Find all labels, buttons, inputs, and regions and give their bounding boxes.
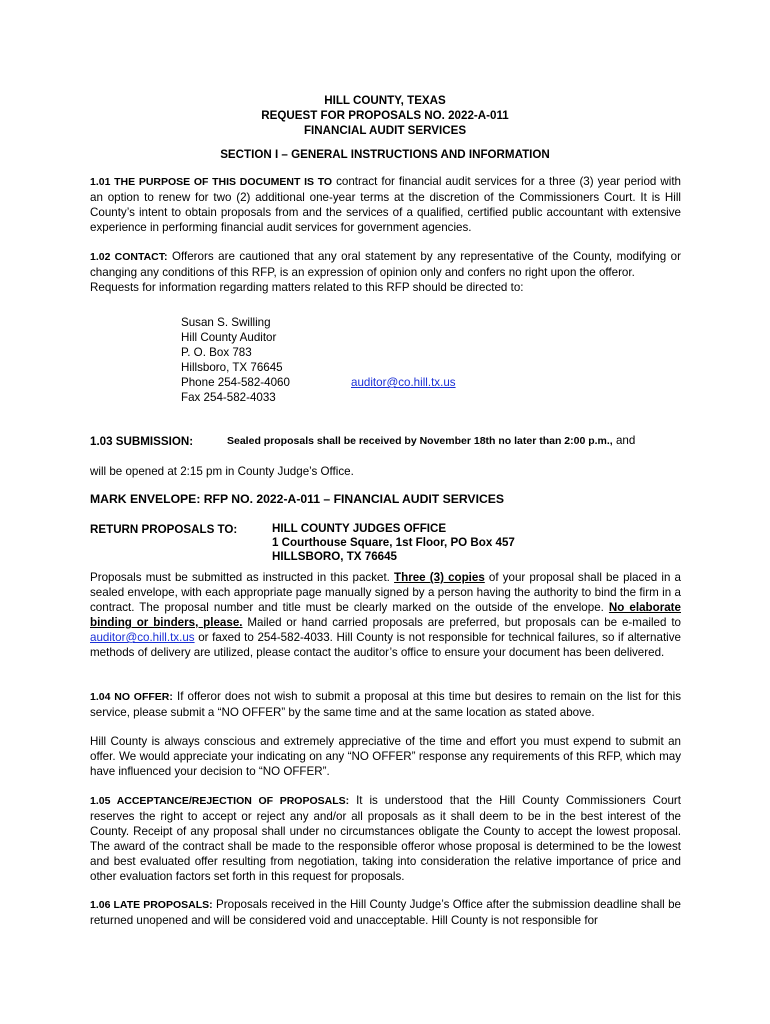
contact-email-link[interactable]: auditor@co.hill.tx.us [351,376,456,389]
section-1-02-label: 1.02 CONTACT: [90,251,168,263]
section-1-03-line1 [227,433,635,449]
proposals-email-link[interactable]: auditor@co.hill.tx.us [90,631,195,644]
document-header [0,93,770,138]
section-1-04-paragraph-2: Hill County is always conscious and extremely appreciative of the time and effort you must expend to submit an offer. We would appreciate your indicating on any “NO OFFER” response any requirements of this RFP, which may have influenced your decision to “NO OFFER”. [90,735,681,778]
three-copies: Three (3) copies [394,571,485,584]
proposals-text-4: or faxed to 254-582-4033. Hill County is not responsible for technical failures, so if alternative methods of delivery are utilized, please contact the auditor’s office to ensure your document has been delivered. [90,631,681,659]
section-1-04-text: If offeror does not wish to submit a proposal at this time but desires to remain on the list for this service, please submit a “NO OFFER” by the same time and at the same location as stated above. [90,690,681,719]
section-1-02 [90,249,681,295]
contact-title: Hill County Auditor [181,331,277,344]
contact-city: Hillsboro, TX 76645 [181,361,283,374]
proposals-paragraph [90,570,681,660]
section-1-05-text: It is understood that the Hill County Commissioners Court reserves the right to accept or reject any and/or all proposals as it shall deem to be in the best interest of the County. Receipt of any proposal shall under no circumstances obligate the County to accept the lowest proposal. The award of the contract shall be made to the responsible offeror whose proposal is determined to be the lowest and best evaluated offer resulting from negotiation, taking into consideration the relative importance of price and other evaluation factors set forth in this request for proposals. [90,794,681,883]
section-1-01 [90,174,681,235]
contact-name: Susan S. Swilling [181,316,271,329]
return-line2: 1 Courthouse Square, 1st Floor, PO Box 457 [272,536,515,549]
proposals-text-3: Mailed or hand carried proposals are preferred, but proposals can be e-mailed to [242,616,681,629]
proposals-text-1: Proposals must be submitted as instructed in this packet. [90,571,395,584]
section-1-01-label: 1.01 THE PURPOSE OF THIS DOCUMENT IS TO [90,176,333,188]
section-1-03-deadline: Sealed proposals shall be received by November 18th no later than 2:00 p.m., [227,435,613,447]
contact-fax: Fax 254-582-4033 [181,391,276,404]
section-1-03-label: 1.03 SUBMISSION: [90,435,194,448]
contact-block [181,315,290,405]
section-1-02-directive: Requests for information regarding matters related to this RFP should be directed to: [90,281,524,294]
header-county: HILL COUNTY, TEXAS [324,94,446,107]
return-address [272,522,515,564]
section-heading: SECTION I – GENERAL INSTRUCTIONS AND INFORMATION [220,148,550,161]
contact-phone: Phone 254-582-4060 [181,376,290,389]
section-1-02-text: Offerors are cautioned that any oral statement by any representative of the County, modifying or changing any conditions of this RFP, is an expression of opinion only and confers no right upon the offeror. [90,250,681,279]
contact-po-box: P. O. Box 783 [181,346,252,359]
section-1-04 [90,689,681,720]
no-binding-note: No elaborate binding or binders, please. [90,601,681,629]
section-1-06-label: 1.06 LATE PROPOSALS: [90,899,213,911]
header-rfp-number: REQUEST FOR PROPOSALS NO. 2022-A-011 [261,109,509,122]
return-label: RETURN PROPOSALS TO: [90,523,238,536]
section-1-06-text: Proposals received in the Hill County Judge’s Office after the submission deadline shall be returned unopened and will be considered void and unacceptable. Hill County is not responsible for [90,898,681,927]
section-1-05-label: 1.05 ACCEPTANCE/REJECTION OF PROPOSALS: [90,795,350,807]
return-line3: HILLSBORO, TX 76645 [272,550,397,563]
return-line1: HILL COUNTY JUDGES OFFICE [272,522,447,535]
section-1-01-text: contract for financial audit services for a three (3) year period with an option to renew for two (2) additional one-year terms at the discretion of the Commissioners Court. It is Hill County’s intent to obtain proposals from and the services of a qualified, certified public accountant with extensive experience in performing financial audit services for government agencies. [90,175,681,234]
section-1-03-tail: and [612,434,636,447]
mark-envelope-heading: MARK ENVELOPE: RFP NO. 2022-A-011 – FINANCIAL AUDIT SERVICES [90,492,505,506]
header-title: FINANCIAL AUDIT SERVICES [303,124,467,137]
section-1-03-line2: will be opened at 2:15 pm in County Judge’s Office. [90,465,354,478]
section-1-06 [90,897,681,928]
proposals-text-2: of your proposal shall be placed in a sealed envelope, with each appropriate page manually signed by a person having the authority to bind the firm in a contract. The proposal number and title must be clearly marked on the outside of the envelope. [90,571,681,614]
section-1-04-label: 1.04 NO OFFER: [90,691,173,703]
section-1-05 [90,793,681,884]
